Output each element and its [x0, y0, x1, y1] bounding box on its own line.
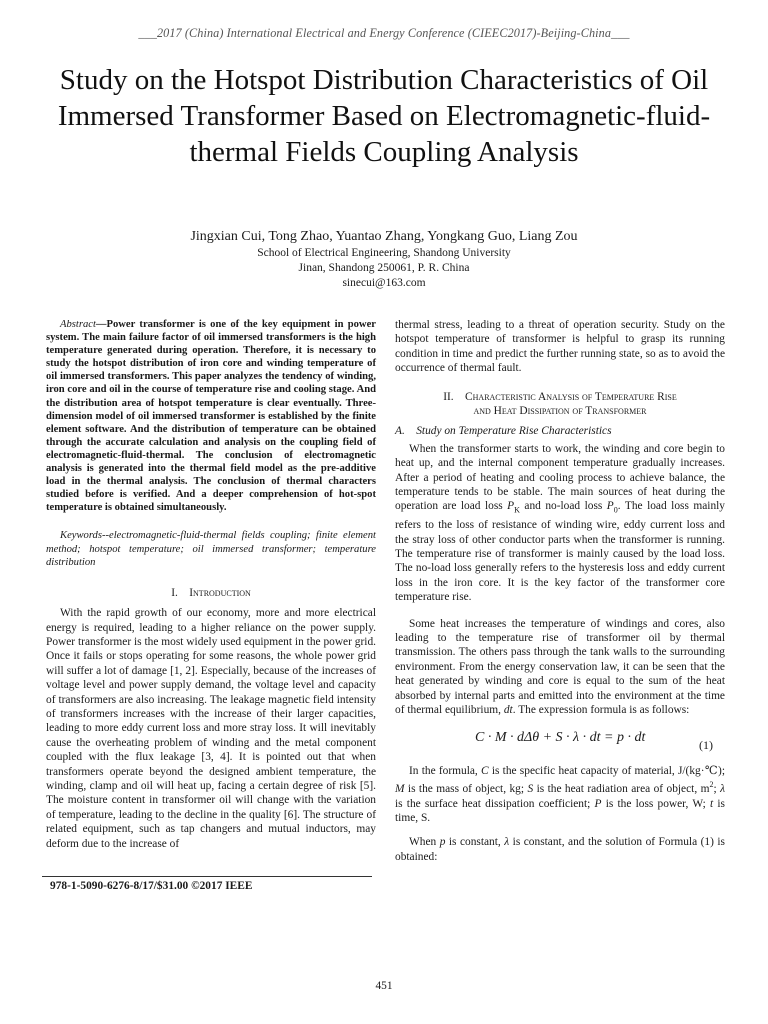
section-number: I.: [171, 586, 178, 599]
equation-number: (1): [699, 738, 713, 752]
affiliation: School of Electrical Engineering, Shandong University: [257, 247, 511, 259]
abstract-dash: —: [95, 319, 107, 330]
equation-expression: C · M · dΔθ + S · λ · dt = p · dt: [475, 730, 646, 745]
address: Jinan, Shandong 250061, P. R. China: [298, 262, 470, 274]
paper-title: Study on the Hotspot Distribution Characteristics of Oil Immersed Transformer Based on Electromagnetic-fluid-thermal Fields Coupling Analysis: [57, 64, 711, 168]
section-heading-2: [395, 390, 725, 419]
page-number: 451: [375, 980, 393, 992]
formula-explanation-paragraph: In the formula, C is the specific heat capacity of material, J/(kg·℃); M is the mass of object, kg; S is the heat radiation area of object, $m^2$; λ is the surface heat dissipation coefficient; P is the loss power, W; t is time, S.: [395, 765, 725, 825]
heat-balance-paragraph: Some heat increases the temperature of windings and cores, also leading to the temperature rise of transformer oil by thermal transmission. The others pass through the tank walls to the surrounding environment. From the energy conservation law, it can be seen that the heat generated by winding and core is equal to the sum of the heat absorbed by internal parts and emitted into the environment at the time of thermal equilibrium, dt. The expression formula is as follows:: [395, 617, 725, 717]
right-column-lower: [395, 764, 725, 864]
solution-paragraph: When p is constant, λ is constant, and the solution of Formula (1) is obtained:: [395, 836, 725, 863]
author-list: Jingxian Cui, Tong Zhao, Yuantao Zhang, Yongkang Guo, Liang Zou: [190, 229, 578, 244]
right-column: [395, 318, 725, 717]
left-column: [46, 318, 376, 851]
introduction-paragraph: With the rapid growth of our economy, more and more electrical energy is required, leading to a higher reliance on the power supply. Power transformer is the most widely used equipment in the power grid. Once it fails or stops operating for some reasons, the whole power grid will suffer a lot of damage [1, 2]. Especially, because of the increases of voltage level and power supply demand, the voltage level and capacity of transformers are also increasing. The leakage magnetic field intensity of transformers increases with the increase of their larger capacities, leading to more eddy current loss and more stray loss. It will inevitably cause the overheating problem of winding and the metal component coupled with the flux leakage [3, 4]. It is pointed out that when transformers operate beyond the designed ambient temperature, the winding, clamp and oil will heat up, facing a certain degree of risk [5]. The moisture content in transformer oil will change with the variation of temperature, leading to the decline in the quality [6]. The structure of related equipment, such as tap changers and mutual inductors, may deform due to the increase of: [46, 607, 376, 850]
abstract-label: Abstract: [60, 319, 96, 330]
keywords: Keywords--electromagnetic-fluid-thermal fields coupling; finite element method; hotspot temperature; oil immersed transformer; temperature distribution: [46, 530, 376, 568]
equation-1: [395, 730, 725, 760]
footnote-rule: [42, 876, 372, 877]
copyright-notice: 978-1-5090-6276-8/17/$31.00 ©2017 IEEE: [50, 880, 253, 892]
subsection-title: Study on Temperature Rise Characteristics: [416, 425, 612, 438]
abstract-text: Power transformer is one of the key equipment in power system. The main failure factor of oil immersed transformers is the high temperature generated during operation. Therefore, it is necessary to study the hotspot distribution of iron core and winding temperature of oil immersed transformers. This paper analyzes the tendency of winding, iron core and oil in the course of temperature rise and cooling stage. And the distribution area of hotspot temperature is clear eventually. Three-dimension model of oil immersed transformer is established by the finite element software. And the distribution of temperature can be obtained through the accurate calculation and analysis on the coupling field of electromagnetic-fluid-thermal. The conclusion of electromagnetic analysis is generated into the thermal field model as the pre-additive load in the thermal analysis. The conclusion of thermal characters studied before is verified. And a deeper comprehension of hot-spot temperature is obtained simultaneously.: [46, 319, 376, 514]
continuation-paragraph: thermal stress, leading to a threat of operation security. Study on the hotspot temperature of transformer is helpful to grasp its running condition in time and predict the further running state, so as to avoid the occurrence of thermal fault.: [395, 319, 725, 375]
subsection-letter: A.: [395, 425, 405, 438]
abstract: [46, 318, 376, 514]
subsection-heading: [395, 424, 725, 438]
section-title-line1: Characteristic Analysis of Temperature Rise: [465, 390, 677, 403]
section-number: II.: [443, 390, 454, 403]
section-title: Introduction: [189, 586, 251, 599]
section-heading-introduction: [46, 586, 376, 600]
conference-header: ___2017 (China) International Electrical and Energy Conference (CIEEC2017)-Beijing-China___: [138, 26, 630, 40]
section-title-line2: and Heat Dissipation of Transformer: [473, 405, 647, 418]
author-email: sinecui@163.com: [342, 277, 426, 289]
temperature-rise-paragraph: When the transformer starts to work, the winding and core begin to heat up, and the internal component temperature gradually increases. After a period of heating and cooling process to achieve balance, the temperature tends to be stable. The main sources of heat during the operation are load loss $P_K$ and no-load loss $P_0$. The load loss mainly refers to the loss of resistance of winding wire, eddy current loss and the stray loss of other conductor parts when the transformer is running. The temperature rise of transformer is mainly caused by the load loss. The no-load loss generally refers to the hysteresis loss and eddy current loss in the iron core. It is the key factor of the transformer core temperature rise.: [395, 442, 725, 604]
